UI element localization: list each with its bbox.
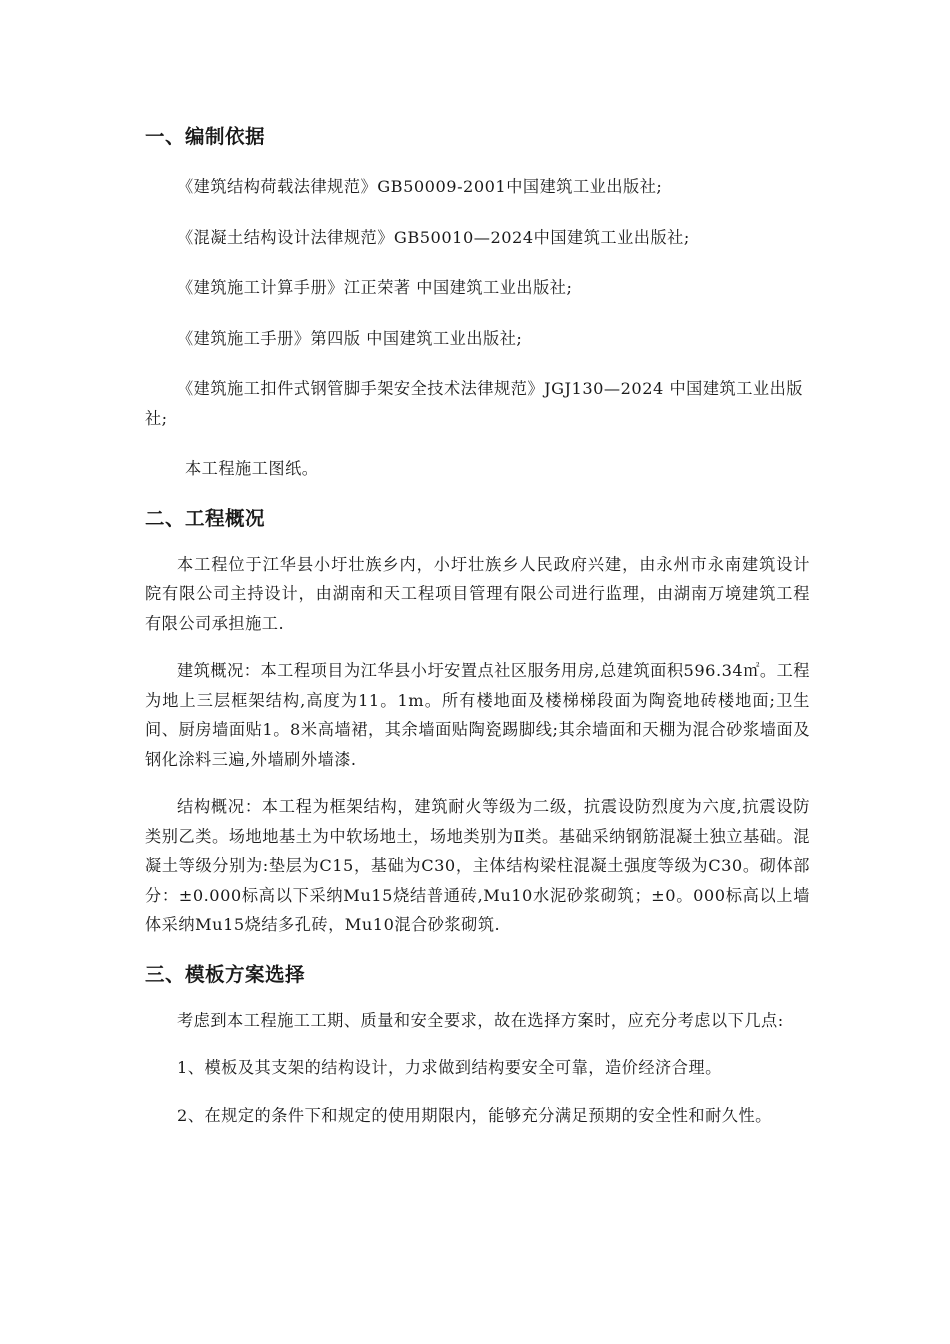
formwork-point-1: 1、模板及其支架的结构设计，力求做到结构要安全可靠，造价经济合理。 [177,1058,722,1077]
section-heading-basis: 一、编制依据 [145,125,266,148]
structure-paragraph: 结构概况：本工程为框架结构，建筑耐火等级为二级，抗震设防烈度为六度,抗震设防类别乙类。场地地基土为中软场地土，场地类别为Ⅱ类。基础采纳钢筋混凝土独立基础。混凝土等级分别为:垫层为C15，基础为C30，主体结构梁柱混凝土强度等级为C30。砌体部分：±0.000标高以下采纳Mu15烧结普通砖,Mu10水泥砂浆砌筑；±0。000标高以上墙体采纳Mu15烧结多孔砖，Mu10混合砂浆砌筑. [145,797,810,934]
section-heading-overview: 二、工程概况 [145,506,266,530]
architecture-paragraph: 建筑概况：本工程项目为江华县小圩安置点社区服务用房,总建筑面积596.34㎡。工程为地上三层框架结构,高度为11。1m。所有楼地面及楼梯梯段面为陶瓷地砖楼地面;卫生间、厨房墙面贴1。8米高墙裙，其余墙面贴陶瓷踢脚线;其余墙面和天棚为混合砂浆墙面及钢化涂料三遍,外墙刷外墙漆. [145,661,810,769]
section-heading-formwork: 三、模板方案选择 [145,962,306,986]
formwork-intro-paragraph: 考虑到本工程施工工期、质量和安全要求，故在选择方案时，应充分考虑以下几点: [177,1010,784,1030]
reference-item: 《混凝土结构设计法律规范》GB50010—2024中国建筑工业出版社; [177,227,690,247]
reference-item: 《建筑施工手册》第四版 中国建筑工业出版社; [177,328,523,348]
overview-paragraph: 本工程位于江华县小圩壮族乡内，小圩壮族乡人民政府兴建，由永州市永南建筑设计院有限公司主持设计，由湖南和天工程项目管理有限公司进行监理，由湖南万境建筑工程有限公司承担施工. [145,554,810,633]
reference-item: 本工程施工图纸。 [185,459,319,478]
reference-item: 《建筑结构荷载法律规范》GB50009-2001中国建筑工业出版社; [177,177,663,196]
reference-item: 《建筑施工扣件式钢管脚手架安全技术法律规范》JGJ130—2024 中国建筑工业出版社; [145,379,803,428]
formwork-point-2: 2、在规定的条件下和规定的使用期限内，能够充分满足预期的安全性和耐久性。 [177,1105,772,1125]
reference-item: 《建筑施工计算手册》江正荣著 中国建筑工业出版社; [177,278,573,297]
document-body [145,118,810,1130]
